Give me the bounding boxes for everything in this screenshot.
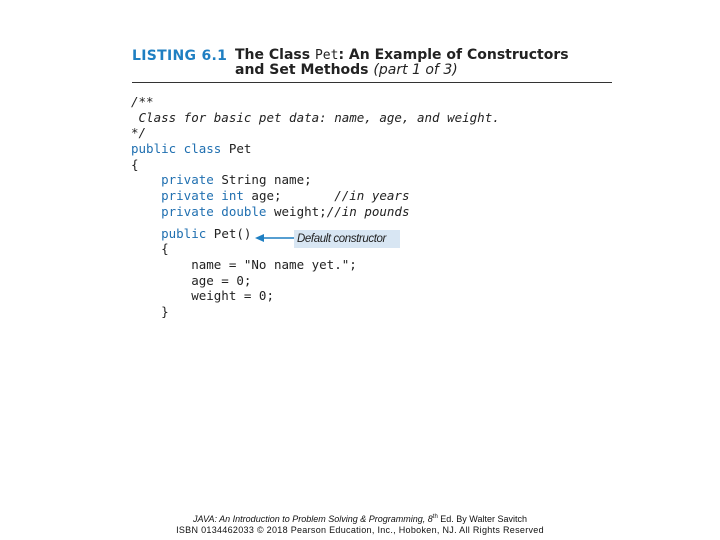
code-text: String name; (213, 172, 312, 188)
code-line-4 (131, 141, 500, 157)
listing-title (235, 48, 569, 78)
footer-line-1 (0, 514, 720, 525)
code-line-12: age = 0; (131, 272, 252, 288)
code-text: Pet (221, 141, 252, 157)
code-keyword: private int (131, 188, 244, 204)
code-listing (131, 94, 500, 320)
code-text: weight; (266, 203, 327, 219)
footer-book-title: JAVA: An Introduction to Problem Solving & Programming, 8 (192, 514, 433, 524)
footer-edition-rest: Ed. By Walter Savitch (437, 514, 527, 524)
code-line-7 (131, 188, 500, 204)
code-line-10: { (131, 241, 169, 257)
footer-edition-sup: th (432, 514, 438, 520)
title-rest: : An Example of Constructors (338, 47, 569, 63)
code-line-14: } (131, 303, 169, 319)
code-keyword: private (131, 172, 214, 188)
code-line-5: { (131, 156, 139, 172)
code-line-2: Class for basic pet data: name, age, and weight. (131, 109, 500, 125)
code-text: age; (243, 188, 282, 204)
listing-label: LISTING 6.1 (132, 48, 228, 64)
code-line-11: name = "No name yet."; (131, 256, 357, 272)
annotation-default-constructor: Default constructor (294, 230, 400, 248)
code-text: Pet() (206, 225, 252, 241)
code-keyword: public (131, 225, 207, 241)
footer-credit (0, 514, 720, 536)
code-line-3: */ (131, 125, 147, 141)
code-keyword: private double (131, 203, 267, 219)
title-line2: and Set Methods (235, 62, 374, 78)
title-prefix: The Class (235, 47, 315, 63)
code-comment: //in years (281, 188, 410, 204)
code-line-6 (131, 172, 500, 188)
title-class-name: Pet (314, 48, 339, 63)
code-line-13: weight = 0; (131, 288, 274, 304)
code-line-8 (131, 204, 500, 220)
header-divider (132, 82, 612, 83)
code-line-1: /** (131, 94, 154, 109)
code-keyword: public class (131, 141, 222, 157)
footer-line-2: ISBN 0134462033 © 2018 Pearson Education, Inc., Hoboken, NJ. All Rights Reserved (176, 525, 544, 535)
annotation-arrow-icon (254, 231, 298, 245)
code-comment: //in pounds (326, 203, 410, 219)
title-part: (part 1 of 3) (373, 62, 458, 78)
listing-header (132, 48, 612, 82)
